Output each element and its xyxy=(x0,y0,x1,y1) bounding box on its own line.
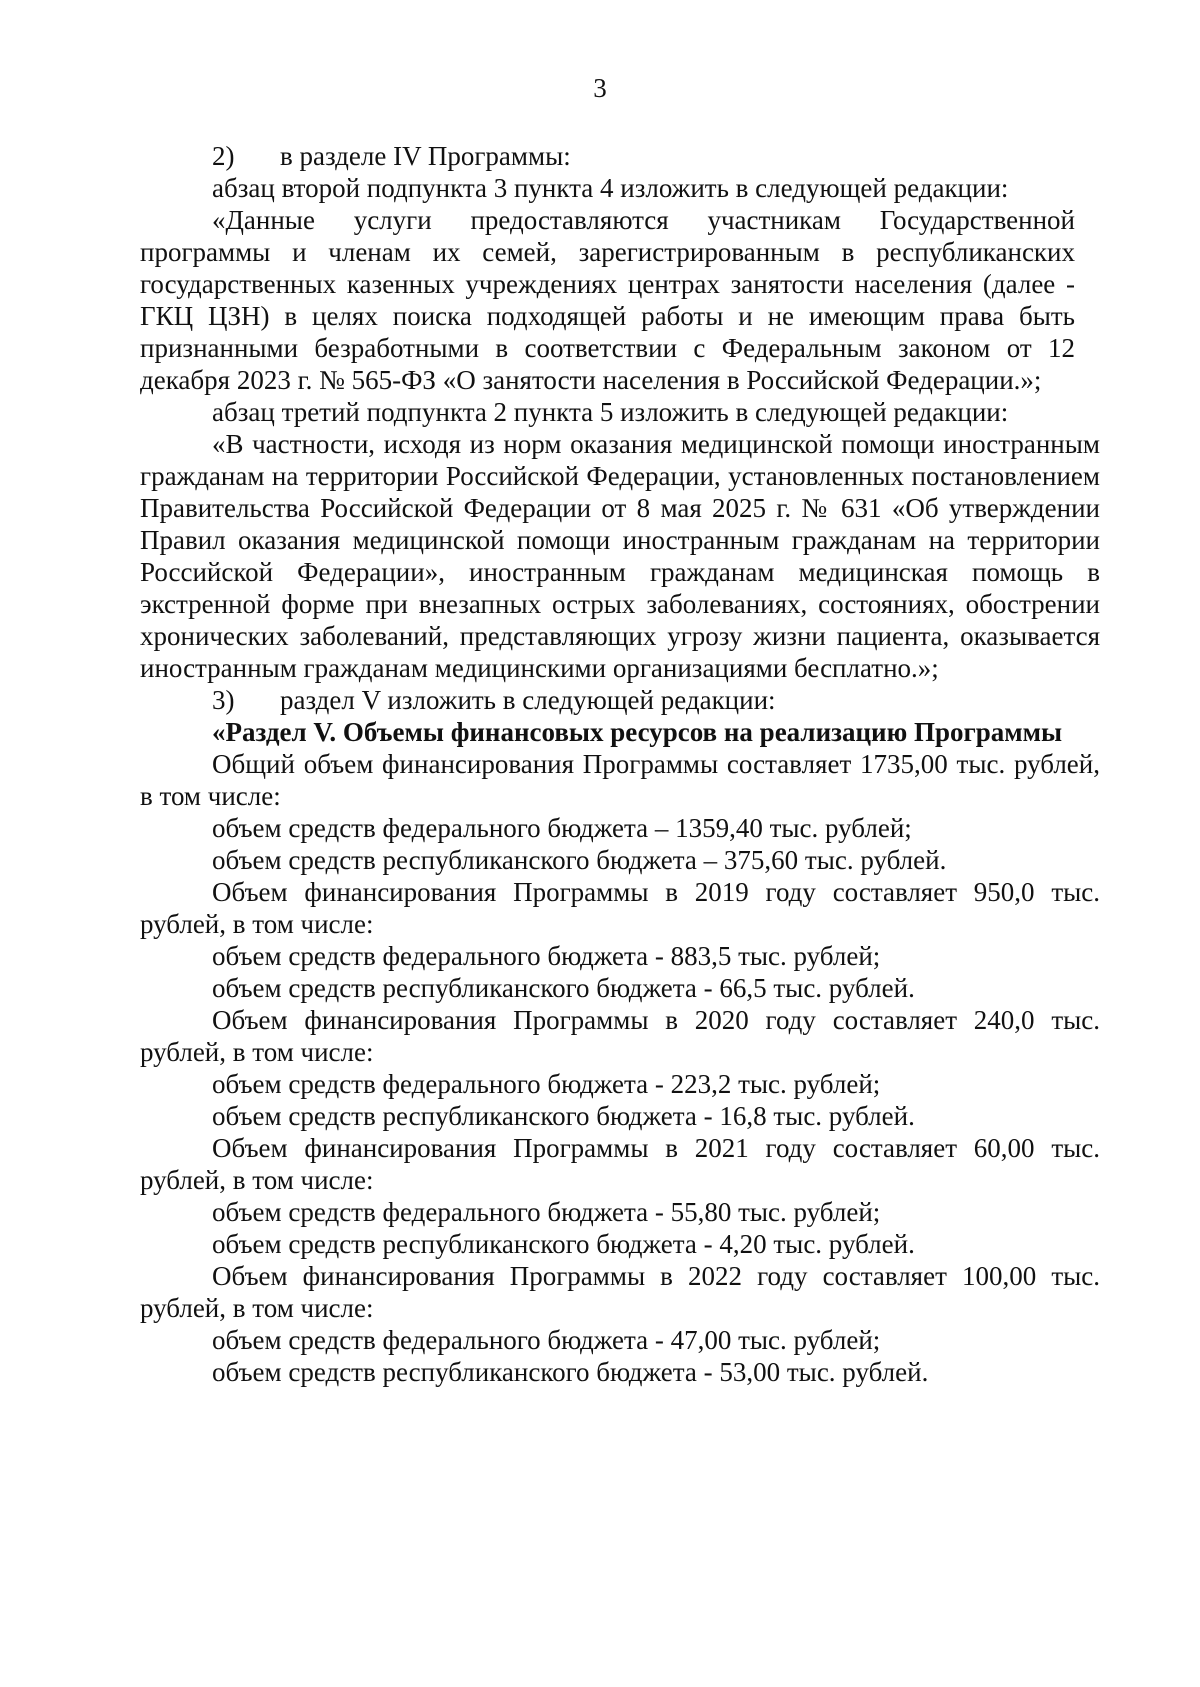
item-3-text: раздел V изложить в следующей редакции: xyxy=(280,685,776,715)
year-2019-financing-paragraph: Объем финансирования Программы в 2019 году составляет 950,0 тыс. рублей, в том числе: xyxy=(140,877,1100,939)
item-3-number: 3) xyxy=(212,685,235,715)
total-financing-paragraph: Общий объем финансирования Программы составляет 1735,00 тыс. рублей, в том числе: xyxy=(140,749,1100,811)
total-federal-line: объем средств федерального бюджета – 1359,40 тыс. рублей; xyxy=(212,813,912,843)
abzac-3-intro-paragraph: абзац третий подпункта 2 пункта 5 изложить в следующей редакции: xyxy=(212,397,1009,427)
year-2020-federal-line: объем средств федерального бюджета - 223,2 тыс. рублей; xyxy=(212,1069,881,1099)
year-2021-federal-line: объем средств федерального бюджета - 55,80 тыс. рублей; xyxy=(212,1197,881,1227)
year-2022-financing-paragraph: Объем финансирования Программы в 2022 году составляет 100,00 тыс. рублей, в том числе: xyxy=(140,1261,1100,1323)
year-2022-republic-line: объем средств республиканского бюджета - 53,00 тыс. рублей. xyxy=(212,1357,929,1387)
section-5-heading: «Раздел V. Объемы финансовых ресурсов на реализацию Программы xyxy=(212,717,1063,747)
total-republic-line: объем средств республиканского бюджета – 375,60 тыс. рублей. xyxy=(212,845,947,875)
abzac-2-intro-paragraph: абзац второй подпункта 3 пункта 4 изложить в следующей редакции: xyxy=(212,173,1009,203)
item-3-paragraph xyxy=(140,684,1100,716)
services-paragraph: «Данные услуги предоставляются участникам Государственной программы и членам их семей, зарегистрированным в республиканских государственных казенных учреждениях центрах занятости населения (далее - ГКЦ ЦЗН) в целях поиска подходящей работы и не имеющим права быть признанными безработными в соответствии с Федеральным законом от 12 декабря 2023 г. № 565-ФЗ «О занятости населения в Российской Федерации.»; xyxy=(140,205,1075,395)
document-body xyxy=(140,140,1100,1388)
item-2-text: в разделе IV Программы: xyxy=(280,141,571,171)
item-2-number: 2) xyxy=(212,141,235,171)
year-2022-federal-line: объем средств федерального бюджета - 47,00 тыс. рублей; xyxy=(212,1325,881,1355)
medical-paragraph: «В частности, исходя из норм оказания медицинской помощи иностранным гражданам на территории Российской Федерации, установленных постановлением Правительства Российской Федерации от 8 мая 2025 г. № 631 «Об утверждении Правил оказания медицинской помощи иностранным гражданам на территории Российской Федерации», иностранным гражданам медицинская помощь в экстренной форме при внезапных острых заболеваниях, состояниях, обострении хронических заболеваний, представляющих угрозу жизни пациента, оказывается иностранным гражданам медицинскими организациями бесплатно.»; xyxy=(140,429,1100,683)
year-2020-financing-paragraph: Объем финансирования Программы в 2020 году составляет 240,0 тыс. рублей, в том числе: xyxy=(140,1005,1100,1067)
year-2019-federal-line: объем средств федерального бюджета - 883,5 тыс. рублей; xyxy=(212,941,881,971)
item-2-paragraph xyxy=(140,140,1022,172)
page-number: 3 xyxy=(593,73,607,103)
year-2019-republic-line: объем средств республиканского бюджета - 66,5 тыс. рублей. xyxy=(212,973,915,1003)
year-2021-republic-line: объем средств республиканского бюджета - 4,20 тыс. рублей. xyxy=(212,1229,915,1259)
year-2020-republic-line: объем средств республиканского бюджета - 16,8 тыс. рублей. xyxy=(212,1101,915,1131)
year-2021-financing-paragraph: Объем финансирования Программы в 2021 году составляет 60,00 тыс. рублей, в том числе: xyxy=(140,1133,1100,1195)
